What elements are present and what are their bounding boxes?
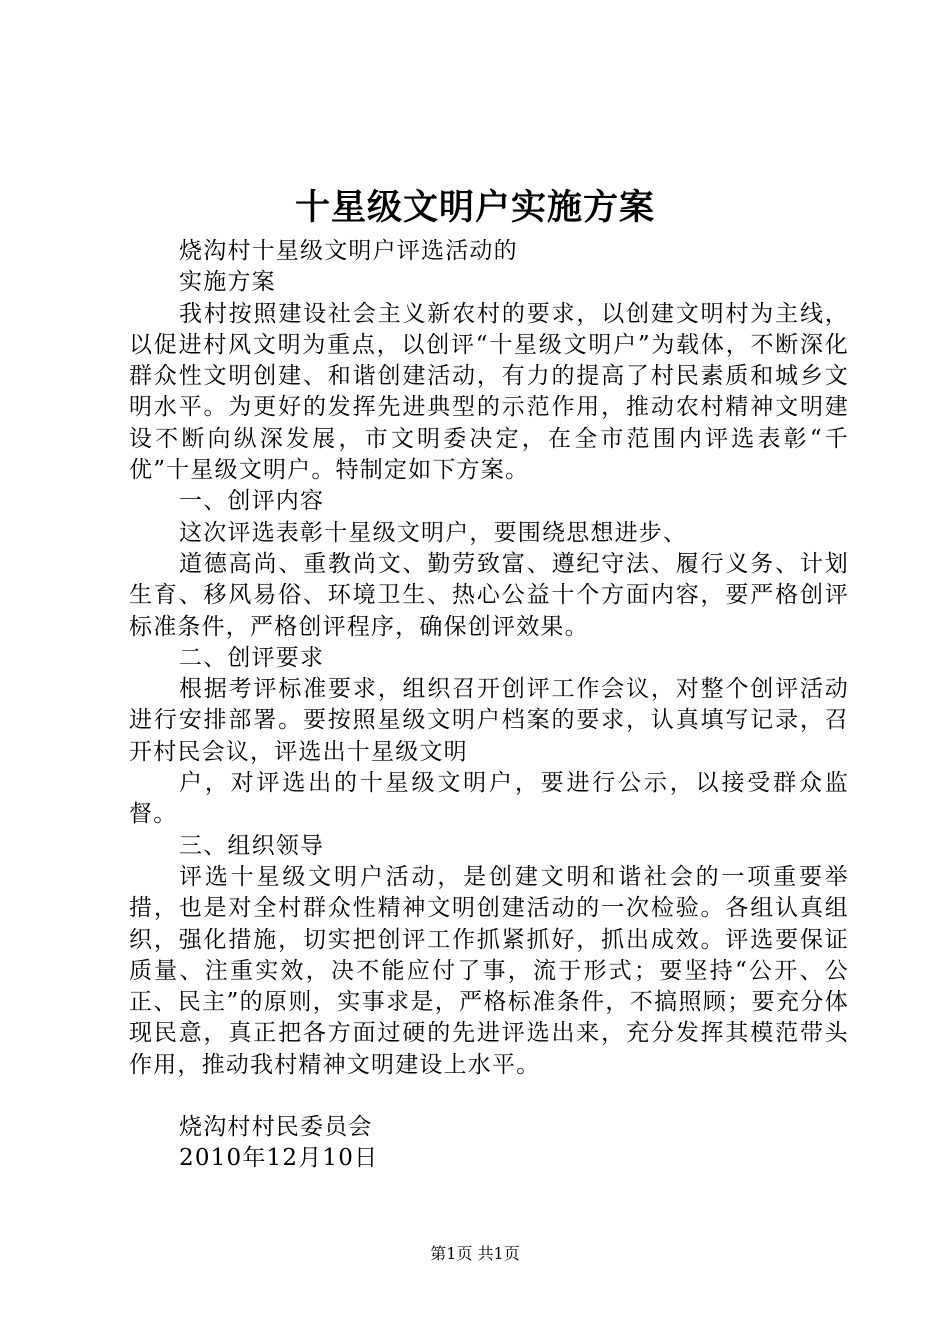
paragraph: 实施方案 xyxy=(179,269,276,296)
paragraph: 评选十星级文明户活动，是创建文明和谐社会的一项重要举措，也是对全村群众性精神文明创建活动的一次检验。各组认真组织，强化措施，切实把创评工作抓紧抓好，抓出成效。评选要保证质量、注重实效，决不能应付了事，流于形式；要坚持“公开、公正、民主”的原则，实事求是，严格标准条件，不搞照顾；要充分体现民意，真正把各方面过硬的先进评选出来，充分发挥其模范带头作用，推动我村精神文明建设上水平。 xyxy=(129,863,849,1078)
section-heading: 二、创评要求 xyxy=(179,644,325,671)
paragraph: 根据考评标准要求，组织召开创评工作会议，对整个创评活动进行安排部署。要按照星级文明户档案的要求，认真填写记录，召开村民会议，评选出十星级文明 xyxy=(129,676,849,765)
date: 2010年12月10日 xyxy=(179,1145,379,1172)
paragraph: 道德高尚、重教尚文、勤劳致富、遵纪守法、履行义务、计划生育、移风易俗、环境卫生、热心公益十个方面内容，要严格创评标准条件，严格创评程序，确保创评效果。 xyxy=(129,550,849,640)
document-body xyxy=(129,236,849,1175)
paragraph: 户，对评选出的十星级文明户，要进行公示，以接受群众监督。 xyxy=(129,770,849,828)
document-title: 十星级文明户实施方案 xyxy=(294,187,655,228)
paragraph: 这次评选表彰十星级文明户，要围绕思想进步、 xyxy=(179,519,688,546)
paragraph: 烧沟村十星级文明户评选活动的 xyxy=(179,238,518,264)
spacer xyxy=(129,1081,849,1112)
paragraph: 我村按照建设社会主义新农村的要求，以创建文明村为主线，以促进村风文明为重点，以创评“十星级文明户”为载体，不断深化群众性文明创建、和谐创建活动，有力的提高了村民素质和城乡文明水平。为更好的发挥先进典型的示范作用，推动农村精神文明建设不断向纵深发展，市文明委决定，在全市范围内评选表彰“千优”十星级文明户。特制定如下方案。 xyxy=(129,300,849,484)
page-footer: 第1页 共1页 xyxy=(430,1244,520,1263)
signature: 烧沟村村民委员会 xyxy=(179,1114,373,1141)
section-heading: 三、组织领导 xyxy=(179,832,325,859)
section-heading: 一、创评内容 xyxy=(179,488,325,515)
